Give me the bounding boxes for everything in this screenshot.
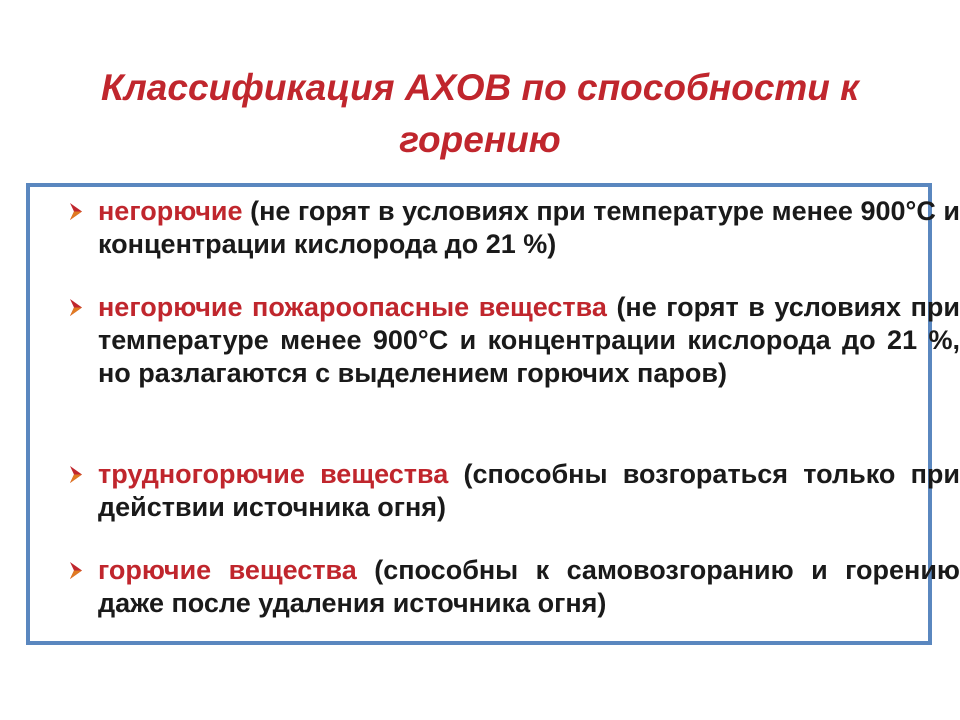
- item-term: негорючие пожароопасные вещества: [98, 292, 607, 322]
- arrowhead-bullet-icon: [68, 291, 86, 324]
- item-description: (не горят в условиях при температуре менее 900°С и концентрации кислорода до 21 %): [98, 196, 960, 259]
- arrowhead-bullet-icon: [68, 195, 86, 228]
- item-term: горючие вещества: [98, 555, 357, 585]
- classification-list: [26, 183, 960, 645]
- list-item: [76, 195, 960, 261]
- slide-title: Классификация АХОВ по способности к горению: [101, 67, 859, 160]
- list-item: [76, 458, 960, 524]
- item-description: (способны возгораться только при действии источника огня): [98, 459, 960, 522]
- item-description: (не горят в условиях при температуре менее 900°С и концентрации кислорода до 21 %, но разлагаются с выделением горючих паров): [98, 292, 960, 388]
- arrowhead-bullet-icon: [68, 554, 86, 587]
- list-item: [76, 291, 960, 390]
- arrowhead-bullet-icon: [68, 458, 86, 491]
- item-term: трудногорючие вещества: [98, 459, 449, 489]
- list-item: [76, 554, 960, 620]
- item-term: негорючие: [98, 196, 243, 226]
- item-description: (способны к самовозгоранию и горению даже после удаления источника огня): [98, 555, 960, 618]
